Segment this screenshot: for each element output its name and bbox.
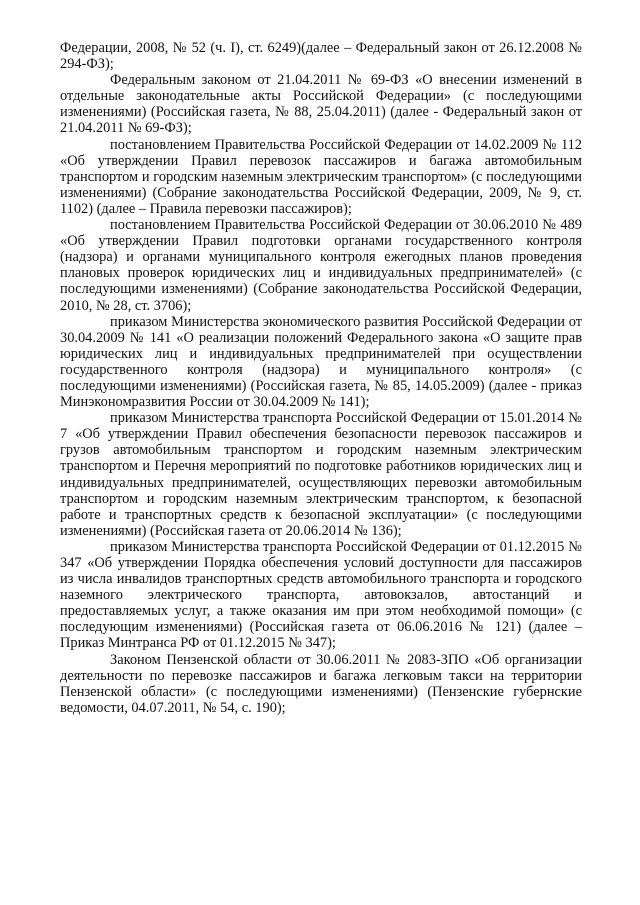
paragraph-order-mintrans-347: приказом Министерства транспорта Российской Федерации от 01.12.2015 № 347 «Об утверждении Порядка обеспечения условий доступности для пассажиров из числа инвалидов транспортных средств автомобильного транспорта и городского наземного электрического транспорта, автовокзалов, автостанций и предоставляемых услуг, а также оказания им при этом необходимой помощи» (с последующим изменениями) (Российская газета от 06.06.2016 № 121) (далее – Приказ Минтранса РФ от 01.12.2015 № 347);: [60, 538, 582, 652]
document-page: [60, 40, 582, 716]
paragraph-federal-law-294-continuation: Федерации, 2008, № 52 (ч. I), ст. 6249)(далее – Федеральный закон от 26.12.2008 № 294-ФЗ);: [60, 40, 582, 73]
paragraph-order-minekonomrazvitiya-141: приказом Министерства экономического развития Российской Федерации от 30.04.2009 № 141 «О реализации положений Федерального закона «О защите прав юридических лиц и индивидуальных предпринимателей при осуществлении государственного контроля (надзора) и муниципального контроля» (с последующими изменениями) (Российская газета, № 85, 14.05.2009) (далее - приказ Минэкономразвития России от 30.04.2009 № 141);: [60, 313, 582, 411]
paragraph-order-mintrans-7: приказом Министерства транспорта Российской Федерации от 15.01.2014 № 7 «Об утверждении Правил обеспечения безопасности перевозок пассажиров и грузов автомобильным транспортом и городским наземным электрическим транспортом и Перечня мероприятий по подготовке работников юридических лиц и индивидуальных предпринимателей, осуществляющих перевозки автомобильным транспортом и городским наземным электрическим транспортом, к безопасной работе и транспортных средств к безопасной эксплуатации» (с последующими изменениями) (Российская газета от 20.06.2014 № 136);: [60, 410, 582, 539]
paragraph-federal-law-69: Федеральным законом от 21.04.2011 № 69-ФЗ «О внесении изменений в отдельные законодательные акты Российской Федерации» (с последующими изменениями) (Российская газета, № 88, 25.04.2011) (далее - Федеральный закон от 21.04.2011 № 69-ФЗ);: [60, 72, 582, 137]
paragraph-government-decree-112: постановлением Правительства Российской Федерации от 14.02.2009 № 112 «Об утверждении Правил перевозок пассажиров и багажа автомобильным транспортом и городским наземным электрическим транспортом» (с последующими изменениями) (Собрание законодательства Российской Федерации, 2009, № 9, ст. 1102) (далее – Правила перевозки пассажиров);: [60, 136, 582, 217]
paragraph-penza-law-2083: Законом Пензенской области от 30.06.2011 № 2083-ЗПО «Об организации деятельности по перевозке пассажиров и багажа легковым такси на территории Пензенской области» (с последующими изменениями) (Пензенские губернские ведомости, 04.07.2011, № 54, с. 190);: [60, 651, 582, 716]
paragraph-government-decree-489: постановлением Правительства Российской Федерации от 30.06.2010 № 489 «Об утверждении Правил подготовки органами государственного контроля (надзора) и органами муниципального контроля ежегодных планов проведения плановых проверок юридических лиц и индивидуальных предпринимателей» (с последующими изменениями) (Собрание законодательства Российской Федерации, 2010, № 28, ст. 3706);: [60, 217, 582, 314]
